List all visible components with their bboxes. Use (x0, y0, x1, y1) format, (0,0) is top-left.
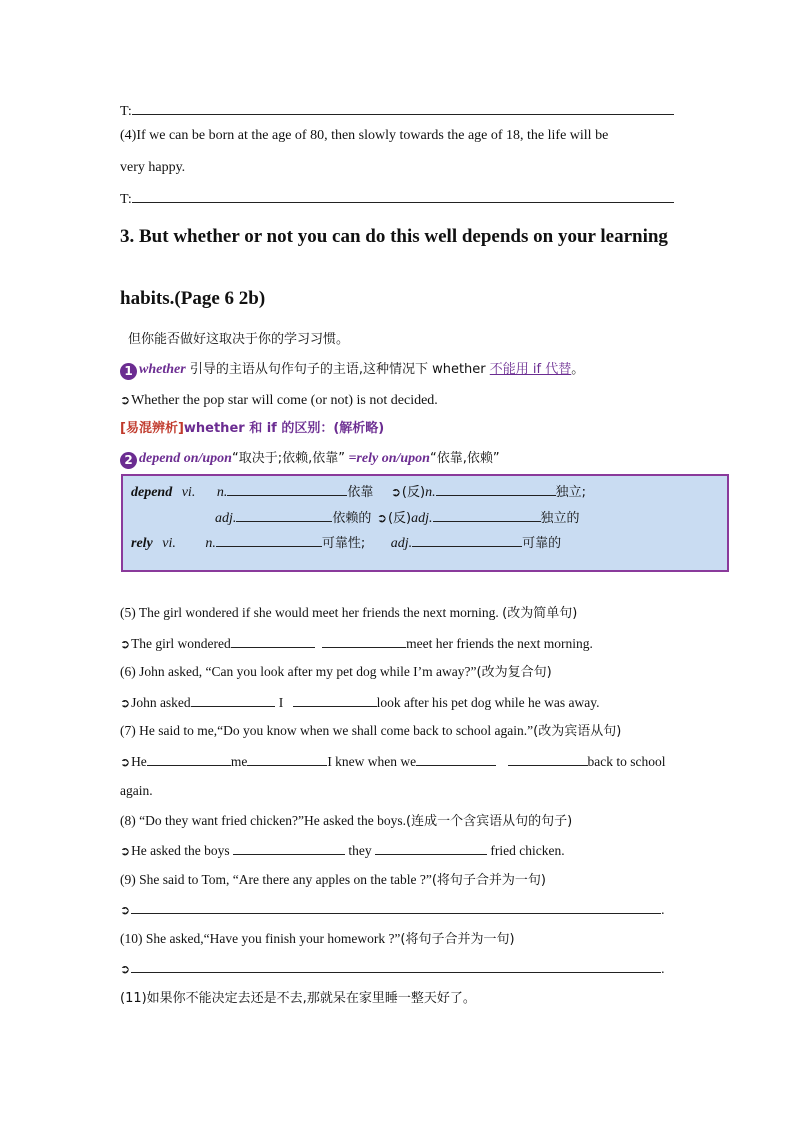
answer-blank[interactable] (131, 899, 661, 914)
arrow-icon: ➲ (120, 696, 131, 710)
answer-10: ➲ . (120, 958, 664, 979)
arrow-icon: ➲ (120, 637, 131, 651)
number-badge: 2 (120, 452, 137, 469)
point-1-text: 引导的主语从句作句子的主语,这种情况下 whether (185, 362, 490, 377)
fill-blank[interactable] (412, 532, 522, 547)
fill-blank[interactable] (375, 840, 487, 855)
meaning-2: “依靠,依赖” (429, 451, 500, 466)
fill-blank[interactable] (436, 481, 556, 496)
fill-blank[interactable] (147, 751, 231, 766)
question-4-line1: (4)If we can be born at the age of 80, then slowly towards the age of 18, the life will be (120, 128, 609, 143)
exercise-10: (10) She asked,“Have you finish your homework ?”(将句子合并为一句) (120, 931, 515, 947)
exercise-11: (11)如果你不能决定去还是不去,那就呆在家里睡一整天好了。 (120, 991, 476, 1006)
point-2 (120, 449, 500, 469)
answer-9: ➲ . (120, 899, 664, 920)
fill-blank[interactable] (416, 751, 496, 766)
exercise-5: (5) The girl wondered if she would meet her friends the next morning. (改为简单句) (120, 605, 578, 621)
arrow-icon: ➲ (120, 903, 131, 917)
exercise-9: (9) She said to Tom, “Are there any apples on the table ?”(将句子合并为一句) (120, 872, 546, 888)
question-4-line2: very happy. (120, 160, 186, 175)
answer-8: ➲He asked the boys they fried chicken. (120, 840, 565, 861)
section-3-heading-line1: 3. But whether or not you can do this well depends on your learning (120, 226, 668, 247)
word-depend: depend (131, 485, 173, 500)
keyword-rely: =rely on/upon (344, 451, 430, 466)
confusion-analysis (120, 419, 384, 439)
point-1 (120, 360, 584, 380)
box-row-rely: rely vi. n. 可靠性; adj. 可靠的 (131, 532, 561, 554)
arrow-icon: ➲ (390, 485, 401, 499)
number-badge: 1 (120, 363, 137, 380)
fill-blank[interactable] (247, 751, 327, 766)
tag-text: whether 和 if 的区别：(解析略) (183, 421, 385, 436)
keyword-whether: whether (139, 362, 186, 377)
point-1-text-end: 。 (571, 362, 585, 377)
answer-line-t1 (120, 100, 674, 122)
fill-blank[interactable] (508, 751, 588, 766)
section-3-translation: 但你能否做好这取决于你的学习习惯。 (128, 332, 350, 347)
fill-blank[interactable] (236, 507, 332, 522)
answer-5: ➲The girl wondered meet her friends the next morning. (120, 633, 593, 654)
fill-blank[interactable] (322, 633, 406, 648)
keyword-depend: depend on/upon (139, 451, 232, 466)
fill-blank[interactable] (293, 692, 377, 707)
example-text: Whether the pop star will come (or not) is not decided. (131, 393, 438, 408)
word-family-box (121, 474, 729, 572)
arrow-icon: ➲ (120, 755, 131, 769)
word-rely: rely (131, 536, 153, 551)
answer-6: ➲John asked I look after his pet dog while he was away. (120, 692, 600, 713)
t-label: T: (120, 104, 132, 119)
answer-blank[interactable] (132, 100, 674, 115)
arrow-icon: ➲ (120, 844, 131, 858)
box-row-adj: adj. 依赖的 ➲(反)adj. 独立的 (215, 507, 580, 529)
exercise-7: (7) He said to me,“Do you know when we shall come back to school again.”(改为宾语从句) (120, 723, 622, 739)
tag-label: [易混辨析] (120, 421, 184, 436)
fill-blank[interactable] (233, 840, 345, 855)
answer-blank[interactable] (132, 188, 674, 203)
fill-blank[interactable] (433, 507, 541, 522)
arrow-icon: ➲ (376, 511, 387, 525)
answer-line-t2 (120, 188, 674, 210)
box-row-depend: depend vi. n. 依靠 ➲(反)n. 独立; (131, 481, 586, 503)
fill-blank[interactable] (227, 481, 347, 496)
section-3-heading-line2: habits.(Page 6 2b) (120, 288, 266, 309)
fill-blank[interactable] (216, 532, 322, 547)
arrow-icon: ➲ (120, 962, 131, 976)
exercise-6: (6) John asked, “Can you look after my pet dog while I’m away?”(改为复合句) (120, 664, 552, 680)
exercise-8: (8) “Do they want fried chicken?”He asked the boys.(连成一个含宾语从句的句子) (120, 813, 573, 829)
t-label: T: (120, 192, 132, 207)
point-1-example (120, 390, 438, 411)
fill-blank[interactable] (231, 633, 315, 648)
fill-blank[interactable] (191, 692, 275, 707)
answer-7-line2: again. (120, 783, 153, 798)
answer-7: ➲He me I knew when we back to school (120, 751, 666, 772)
meaning: “取决于;依赖,依靠” (231, 451, 345, 466)
arrow-icon: ➲ (120, 393, 131, 407)
point-1-highlight[interactable]: 不能用 if 代替 (489, 362, 572, 377)
answer-blank[interactable] (131, 958, 661, 973)
